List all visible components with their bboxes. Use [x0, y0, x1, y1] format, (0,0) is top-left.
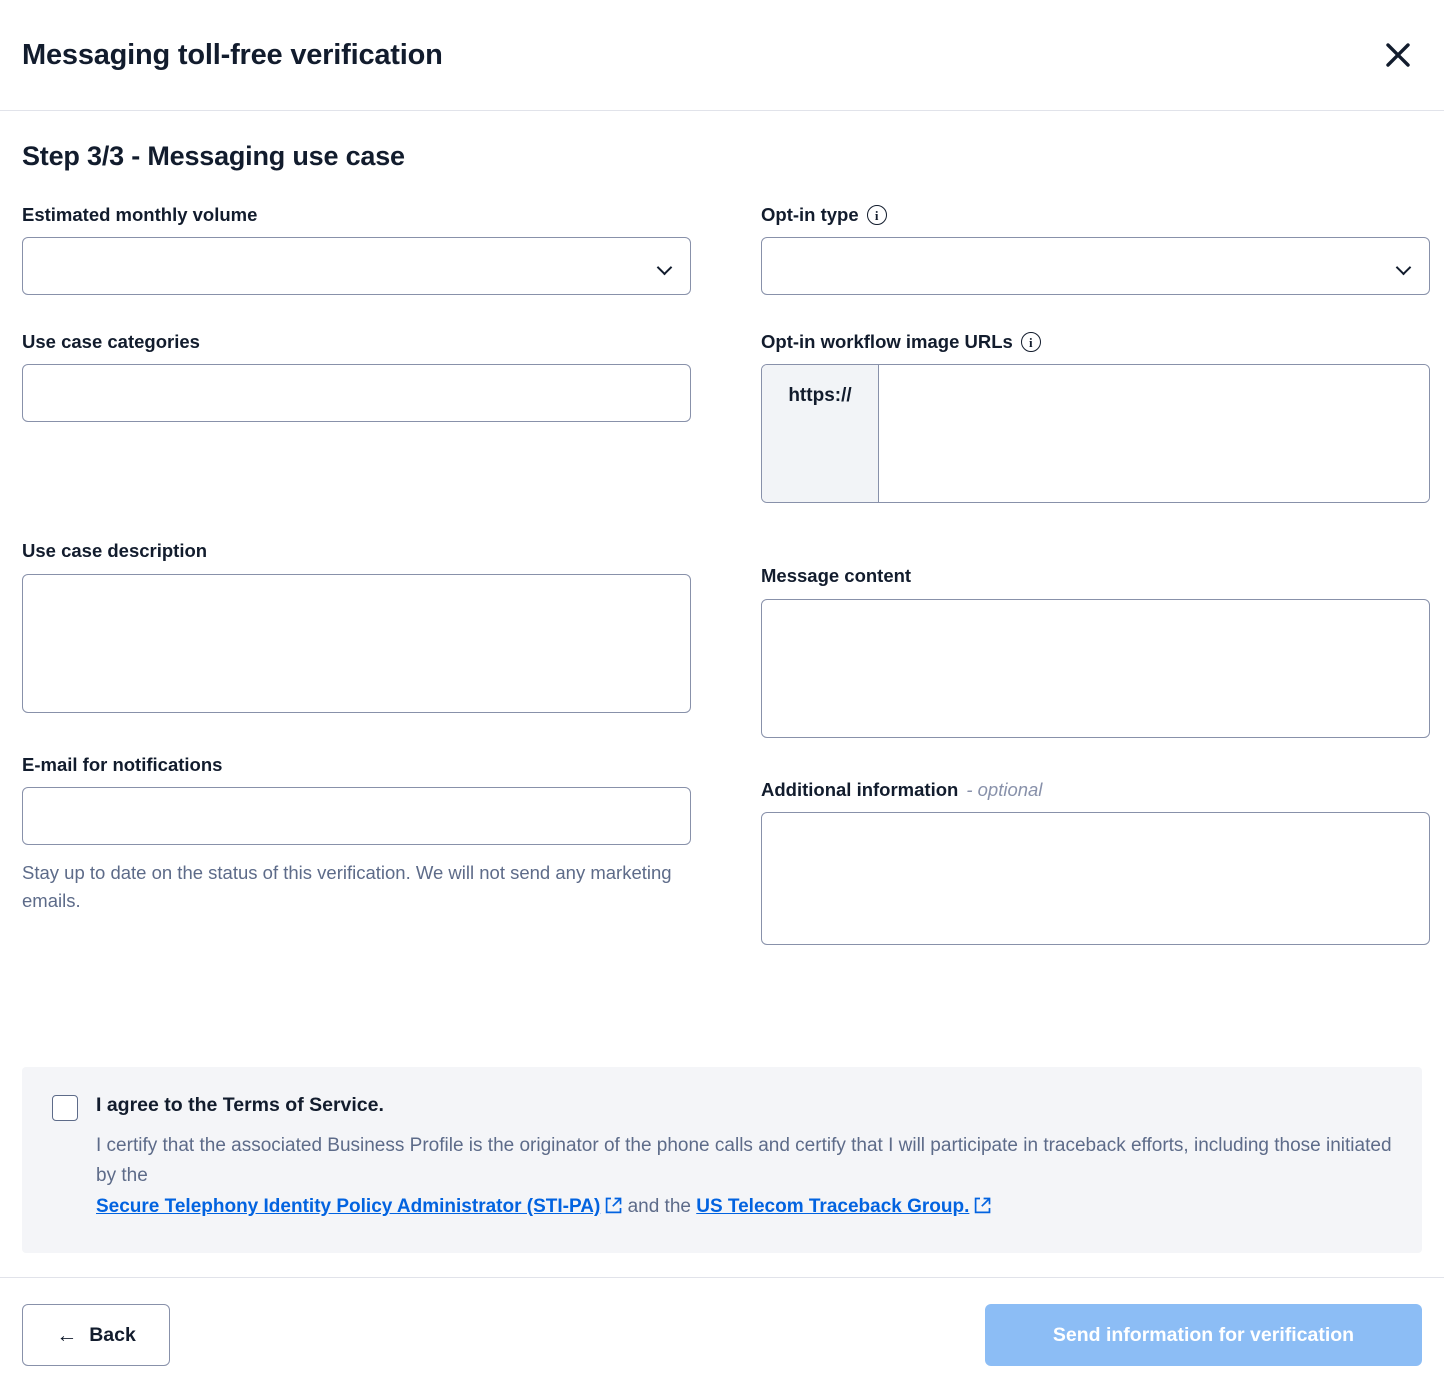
field-additional-information	[761, 779, 1430, 950]
terms-checkbox[interactable]	[52, 1095, 78, 1121]
arrow-left-icon: ←	[56, 1323, 78, 1347]
estimated-monthly-volume-label-text: Estimated monthly volume	[22, 204, 258, 225]
opt-in-workflow-image-urls-input[interactable]	[879, 365, 1429, 502]
optional-note: - optional	[966, 778, 1043, 800]
page-title: Messaging toll-free verification	[22, 38, 443, 71]
opt-in-type-label-text: Opt-in type	[761, 204, 859, 225]
spacer	[22, 718, 691, 754]
message-content-label	[761, 565, 1430, 587]
field-message-content	[761, 565, 1430, 742]
field-opt-in-type	[761, 204, 1430, 295]
sti-pa-link[interactable]: Secure Telephony Identity Policy Administrator (STI-PA)	[96, 1196, 601, 1218]
spacer	[22, 422, 691, 468]
message-content-label-text: Message content	[761, 565, 912, 587]
spacer	[761, 295, 1430, 331]
info-icon[interactable]: i	[1021, 332, 1041, 352]
external-link-icon	[605, 1194, 622, 1225]
form-column-right	[761, 204, 1430, 950]
estimated-monthly-volume-label	[22, 204, 691, 226]
opt-in-type-select[interactable]	[761, 237, 1430, 295]
spacer	[761, 743, 1430, 779]
estimated-monthly-volume-select[interactable]	[22, 237, 691, 295]
modal-body	[0, 111, 1444, 1039]
spacer	[22, 295, 691, 331]
external-link-icon	[974, 1194, 991, 1225]
spacer	[22, 468, 691, 540]
field-estimated-monthly-volume	[22, 204, 691, 295]
spacer	[761, 503, 1430, 549]
use-case-description-label-text: Use case description	[22, 540, 208, 562]
modal-header	[0, 0, 1444, 111]
terms-body	[96, 1131, 1392, 1225]
step-title: Step 3/3 - Messaging use case	[22, 141, 405, 171]
info-icon[interactable]: i	[867, 205, 887, 225]
additional-information-label	[761, 779, 1430, 801]
send-information-button-label: Send information for verification	[1052, 1323, 1355, 1346]
send-information-button[interactable]	[985, 1304, 1422, 1366]
us-telecom-traceback-link[interactable]: US Telecom Traceback Group.	[696, 1196, 970, 1218]
email-for-notifications-label-text: E-mail for notifications	[22, 753, 223, 775]
terms-between-text: and the	[627, 1196, 691, 1218]
spacer	[761, 549, 1430, 565]
message-content-textarea[interactable]	[761, 599, 1430, 738]
opt-in-workflow-image-urls-group	[761, 364, 1430, 503]
terms-panel	[22, 1067, 1422, 1253]
back-button-label: Back	[89, 1323, 136, 1346]
email-field[interactable]	[22, 787, 691, 845]
form-column-left	[22, 204, 691, 950]
terms-body-text: I certify that the associated Business Profile is the originator of the phone calls and certify that I will participate in traceback efforts, including those initiated by the	[96, 1134, 1392, 1187]
email-for-notifications-label	[22, 754, 691, 776]
use-case-description-label	[22, 540, 691, 562]
use-case-categories-input[interactable]	[22, 364, 691, 422]
modal-footer	[0, 1277, 1444, 1392]
additional-information-label-text: Additional information	[761, 778, 959, 800]
use-case-categories-label-text: Use case categories	[22, 331, 200, 353]
field-email-for-notifications	[22, 754, 691, 915]
back-button[interactable]	[22, 1304, 170, 1366]
close-icon-glyph	[1383, 40, 1413, 70]
use-case-categories-label	[22, 331, 691, 353]
close-icon[interactable]	[1378, 35, 1418, 75]
terms-checkbox-label: I agree to the Terms of Service.	[96, 1093, 384, 1116]
chevron-down-icon	[1397, 262, 1411, 271]
field-use-case-description	[22, 540, 691, 717]
email-helper-text: Stay up to date on the status of this verification. We will not send any marketing emails.	[22, 861, 672, 911]
additional-information-textarea[interactable]	[761, 812, 1430, 945]
form-grid	[22, 204, 1422, 950]
opt-in-type-label	[761, 204, 1430, 226]
field-use-case-categories	[22, 331, 691, 422]
url-prefix-label: https://	[762, 365, 879, 502]
field-opt-in-workflow-image-urls	[761, 331, 1430, 503]
chevron-down-icon	[658, 262, 672, 271]
opt-in-workflow-image-urls-label-text: Opt-in workflow image URLs	[761, 331, 1013, 353]
use-case-description-textarea[interactable]	[22, 574, 691, 713]
opt-in-workflow-image-urls-label	[761, 331, 1430, 353]
terms-checkbox-row	[52, 1093, 1392, 1121]
